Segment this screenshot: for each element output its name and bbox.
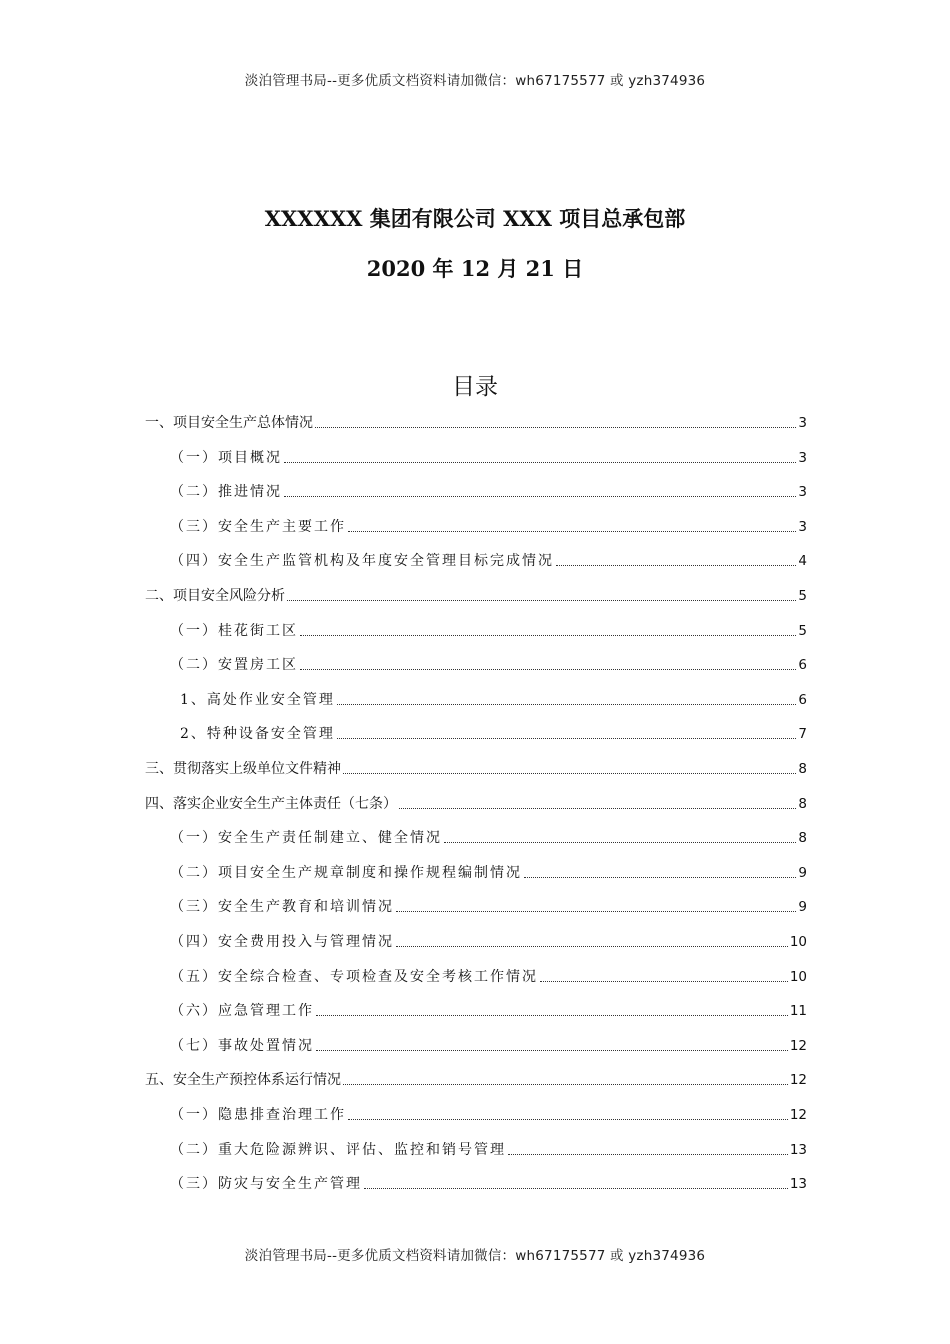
toc-entry-page: 8 (798, 795, 807, 812)
toc-entry-label: （二）重大危险源辨识、评估、监控和销号管理 (170, 1141, 506, 1158)
toc-leader-dots (284, 495, 796, 497)
toc-leader-dots (343, 1083, 788, 1085)
toc-entry-label: 一、项目安全生产总体情况 (145, 415, 313, 431)
toc-entry[interactable] (170, 654, 807, 676)
toc-entry[interactable] (170, 1139, 807, 1161)
toc-entry-label: 三、贯彻落实上级单位文件精神 (145, 761, 341, 777)
toc-entry-label: 1、高处作业安全管理 (180, 691, 335, 708)
toc-entry[interactable] (170, 516, 807, 538)
toc-entry-page: 12 (789, 1107, 807, 1123)
toc-leader-dots (364, 1187, 788, 1189)
toc-entry-page: 8 (798, 761, 807, 777)
toc-entry-page: 10 (789, 968, 807, 985)
toc-entry-label: （四）安全费用投入与管理情况 (170, 934, 394, 950)
toc-entry-page: 4 (798, 553, 807, 570)
toc-leader-dots (287, 599, 796, 601)
toc-entry-page: 3 (798, 484, 807, 501)
toc-entry[interactable] (170, 1104, 807, 1126)
toc-entry-page: 13 (789, 1141, 807, 1158)
toc-entry-label: （一）安全生产责任制建立、健全情况 (170, 830, 442, 847)
toc-entry-label: （一）项目概况 (170, 449, 282, 466)
toc-leader-dots (300, 634, 796, 636)
toc-leader-dots (444, 841, 796, 843)
toc-entry-label: 二、项目安全风险分析 (145, 588, 285, 604)
toc-entry[interactable] (170, 862, 807, 884)
toc-entry-page: 11 (789, 1003, 807, 1020)
toc-leader-dots (315, 426, 796, 428)
toc-entry[interactable] (170, 896, 807, 918)
toc-entry[interactable] (170, 447, 807, 469)
toc-leader-dots (337, 703, 796, 705)
toc-entry[interactable] (170, 620, 807, 642)
toc-entry-label: （二）推进情况 (170, 484, 282, 501)
toc-entry-page: 8 (798, 830, 807, 847)
toc-leader-dots (396, 910, 796, 912)
toc-leader-dots (348, 530, 796, 532)
document-title: XXXXXX 集团有限公司 XXX 项目总承包部 (264, 206, 686, 231)
toc-entry-page: 5 (798, 622, 807, 639)
toc-entry-label: 四、落实企业安全生产主体责任（七条） (145, 795, 397, 812)
toc-entry[interactable] (170, 827, 807, 849)
toc-leader-dots (300, 668, 796, 670)
toc-entry-page: 6 (798, 691, 807, 708)
toc-entry-page: 3 (798, 449, 807, 466)
toc-entry-label: 2、特种设备安全管理 (180, 726, 335, 743)
toc-leader-dots (337, 737, 796, 739)
toc-entry[interactable] (145, 758, 807, 780)
toc-entry-label: （一）隐患排查治理工作 (170, 1107, 346, 1123)
toc-entry-page: 6 (798, 657, 807, 674)
toc-entry[interactable] (170, 931, 807, 953)
toc-entry[interactable] (170, 550, 807, 572)
toc-leader-dots (556, 564, 796, 566)
toc-entry-page: 5 (798, 588, 807, 604)
toc-entry[interactable] (145, 793, 807, 815)
toc-entry-page: 9 (798, 864, 807, 881)
toc-entry-label: （四）安全生产监管机构及年度安全管理目标完成情况 (170, 553, 554, 570)
toc-entry[interactable] (170, 481, 807, 503)
toc-entry[interactable] (170, 1035, 807, 1057)
toc-leader-dots (396, 945, 788, 947)
toc-leader-dots (348, 1118, 788, 1120)
toc-entry-page: 12 (789, 1072, 807, 1089)
toc-entry[interactable] (145, 412, 807, 434)
toc-entry[interactable] (145, 1069, 807, 1091)
header-note: 淡泊管理书局--更多优质文档资料请加微信：wh67175577 或 yzh374936 (244, 73, 706, 89)
toc-entry[interactable] (145, 585, 807, 607)
toc-entry-label: （二）安置房工区 (170, 657, 298, 674)
toc-entry-label: （五）安全综合检查、专项检查及安全考核工作情况 (170, 968, 538, 985)
toc-entry-label: （三）安全生产主要工作 (170, 518, 346, 535)
toc-entry-label: 五、安全生产预控体系运行情况 (145, 1072, 341, 1089)
toc-entry-page: 7 (798, 726, 807, 743)
toc-heading: 目录 (452, 374, 498, 400)
toc-entry[interactable] (170, 966, 807, 988)
toc-entry-label: （二）项目安全生产规章制度和操作规程编制情况 (170, 864, 522, 881)
toc-entry-page: 3 (798, 415, 807, 431)
toc-entry-label: （六）应急管理工作 (170, 1003, 314, 1020)
toc-entry-page: 12 (789, 1037, 807, 1054)
toc-leader-dots (540, 980, 788, 982)
toc-entry[interactable] (170, 1000, 807, 1022)
toc-entry-page: 13 (789, 1176, 807, 1193)
toc-leader-dots (524, 876, 796, 878)
toc-leader-dots (508, 1153, 788, 1155)
toc-leader-dots (399, 807, 796, 809)
toc-entry-page: 10 (789, 934, 807, 950)
toc-entry-page: 9 (798, 899, 807, 916)
toc-entry-label: （七）事故处置情况 (170, 1037, 314, 1054)
toc-entry[interactable] (180, 689, 807, 711)
toc-entry-label: （三）防灾与安全生产管理 (170, 1176, 362, 1193)
footer-note: 淡泊管理书局--更多优质文档资料请加微信：wh67175577 或 yzh374936 (244, 1248, 706, 1264)
toc-entry-label: （一）桂花街工区 (170, 622, 298, 639)
toc-leader-dots (284, 461, 796, 463)
toc-leader-dots (343, 772, 796, 774)
toc-leader-dots (316, 1049, 788, 1051)
toc-entry[interactable] (180, 723, 807, 745)
toc-entry-page: 3 (798, 518, 807, 535)
document-date: 2020 年 12 月 21 日 (366, 256, 584, 281)
toc-entry-label: （三）安全生产教育和培训情况 (170, 899, 394, 916)
toc-entry[interactable] (170, 1173, 807, 1195)
toc-leader-dots (316, 1014, 788, 1016)
